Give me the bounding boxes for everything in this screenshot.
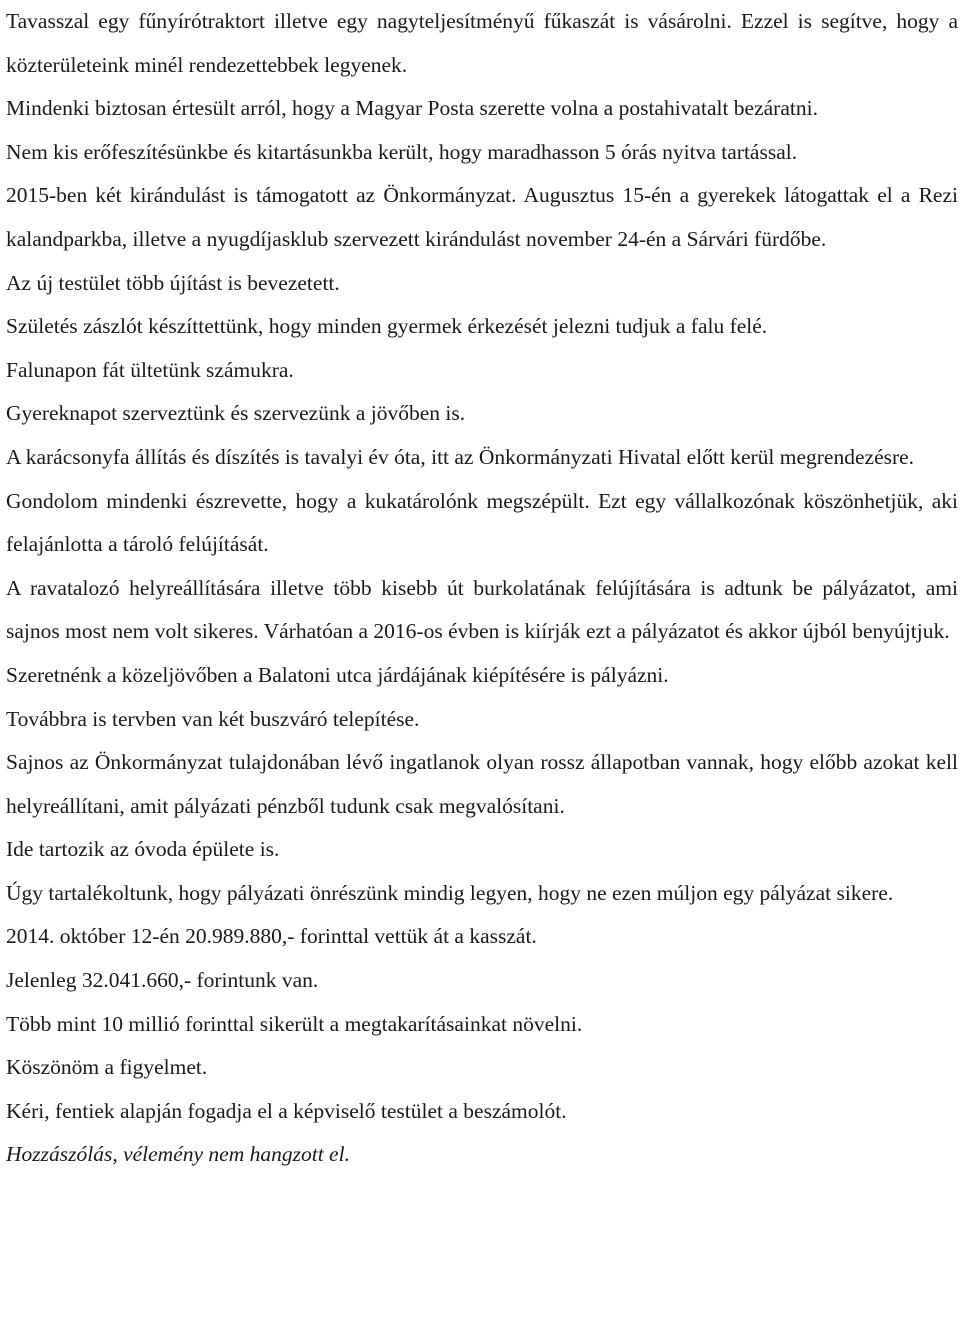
paragraph-innovations: Az új testület több újítást is bevezetett.	[6, 270, 340, 295]
paragraph-christmas-tree: A karácsonyfa állítás és díszítés is tavalyi év óta, itt az Önkormányzati Hivatal előtt kerül megrendezésre.	[6, 444, 915, 469]
paragraph-kindergarten: Ide tartozik az óvoda épülete is.	[6, 837, 280, 862]
paragraph-sidewalk: Szeretnénk a közeljövőben a Balatoni utca járdájának kiépítésére is pályázni.	[6, 662, 669, 687]
paragraph-savings: Több mint 10 millió forinttal sikerült a megtakarításainkat növelni.	[6, 1011, 583, 1036]
paragraph-tree-planting: Falunapon fát ültetünk számukra.	[6, 357, 294, 382]
paragraph-excursions: 2015-ben két kirándulást is támogatott az Önkormányzat. Augusztus 15-én a gyerekek látogattak el a Rezi kalandparkba, illetve a nyugdíjasklub szervezett kirándulást november 24-én a Sárvári fürdőbe.	[6, 183, 958, 251]
paragraph-funeral-home-grant: A ravatalozó helyreállítására illetve több kisebb út burkolatának felújítására is adtunk be pályázatot, ami sajnos most nem volt sikeres. Várhatóan a 2016-os évben is kiírják ezt a pályázatot és akkor újból benyújtjuk.	[6, 575, 958, 644]
paragraph-post-office: Mindenki biztosan értesült arról, hogy a Magyar Posta szerette volna a postahivatalt bezáratni.	[6, 96, 818, 121]
paragraph-bus-shelters: Továbbra is tervben van két buszváró telepítése.	[6, 706, 420, 731]
paragraph-approval-request: Kéri, fentiek alapján fogadja el a képviselő testület a beszámolót.	[6, 1098, 567, 1123]
paragraph-mower-purchase: Tavasszal egy fűnyírótraktort illetve egy nagyteljesítményű fűkaszát is vásárolni. Ezzel is segítve, hogy a közterületeink minél rendezettebbek legyenek.	[6, 9, 958, 77]
paragraph-opening-hours: Nem kis erőfeszítésünkbe és kitartásunkba került, hogy maradhasson 5 órás nyitva tartással.	[6, 139, 798, 164]
paragraph-properties: Sajnos az Önkormányzat tulajdonában lévő ingatlanok olyan rossz állapotban vannak, hogy előbb azokat kell helyreállítani, amit pályázati pénzből tudunk csak megvalósítani.	[6, 750, 958, 818]
paragraph-reserves: Úgy tartalékoltunk, hogy pályázati önrészünk mindig legyen, hogy ne ezen múljon egy pályázat sikere.	[6, 880, 894, 905]
paragraph-current-balance: Jelenleg 32.041.660,- forintunk van.	[6, 968, 319, 993]
document-page	[6, 0, 958, 1177]
paragraph-cash-received: 2014. október 12-én 20.989.880,- forinttal vettük át a kasszát.	[6, 924, 537, 949]
paragraph-thanks: Köszönöm a figyelmet.	[6, 1055, 208, 1080]
paragraph-bin-storage: Gondolom mindenki észrevette, hogy a kukatárolónk megszépült. Ezt egy vállalkozónak köszönhetjük, aki felajánlotta a tároló felújítását.	[6, 488, 958, 557]
paragraph-birth-flag: Születés zászlót készíttettünk, hogy minden gyermek érkezését jelezni tudjuk a falu felé.	[6, 314, 768, 339]
closing-note: Hozzászólás, vélemény nem hangzott el.	[6, 1142, 350, 1167]
paragraph-childrens-day: Gyereknapot szerveztünk és szervezünk a jövőben is.	[6, 401, 466, 426]
